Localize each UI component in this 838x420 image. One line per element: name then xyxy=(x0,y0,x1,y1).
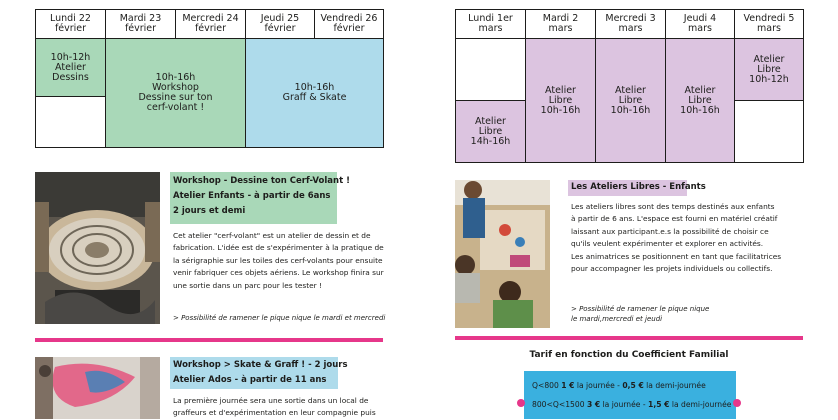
body-line: graffeurs et d'expérimentation en leur compagnie puis xyxy=(173,408,376,418)
body-line: laissant aux participant.e.s la possibilité de choisir ce xyxy=(571,226,769,236)
schedule-right-header xyxy=(456,10,804,39)
day-header: Lundi 22 février xyxy=(36,10,106,39)
body-line: pour accompagner les projets individuels ou collectifs. xyxy=(571,264,773,274)
event-workshop-cerf-volant: 10h-16h Workshop Dessine sur ton cerf-volant ! xyxy=(106,39,246,148)
day-header: Vendredi 5 mars xyxy=(735,10,804,39)
day-header: Mardi 2 mars xyxy=(526,10,596,39)
body-line: Les ateliers libres sont des temps destinés aux enfants xyxy=(571,202,775,211)
skate-title-line: Atelier Ados - à partir de 11 ans xyxy=(173,375,327,385)
tarif-rows xyxy=(532,376,737,414)
libres-note xyxy=(571,304,791,324)
schedule-left-header xyxy=(36,10,384,39)
day-header: Jeudi 25 février xyxy=(246,10,315,39)
body-line: une sortie dans un parc pour les tester ! xyxy=(173,280,323,290)
skate-description xyxy=(173,395,388,420)
body-line: la sérigraphie sur les toiles des cerf-volants pour ensuite xyxy=(173,255,383,265)
empty-slot xyxy=(735,101,804,163)
body-line: Les animatrices se positionnent en tant que facilitatrices xyxy=(571,251,782,261)
ateliers-libres-photo xyxy=(455,180,550,328)
day-header: Jeudi 4 mars xyxy=(666,10,735,39)
note-line: > Possibilité de ramener le pique nique xyxy=(571,305,710,313)
workshop-title-line: 2 jours et demi xyxy=(173,206,246,216)
event-atelier-dessins: 10h-12h Atelier Dessins xyxy=(36,39,106,97)
body-line: Cet atelier "cerf-volant" est un atelier de dessin et de xyxy=(173,231,371,240)
libres-title: Les Ateliers Libres - Enfants xyxy=(571,182,706,192)
skate-title-line: Workshop > Skate & Graff ! - 2 jours xyxy=(173,360,348,370)
event-atelier-libre: Atelier Libre 14h-16h xyxy=(456,101,526,163)
divider xyxy=(35,338,383,342)
divider xyxy=(455,336,803,340)
workshop-title-line: Atelier Enfants - à partir de 6ans xyxy=(173,191,331,201)
day-header: Lundi 1er mars xyxy=(456,10,526,39)
kite-workshop-photo xyxy=(35,172,160,324)
note-line: le mardi,mercredi et jeudi xyxy=(571,315,663,323)
event-graff-skate: 10h-16h Graff & Skate xyxy=(246,39,384,148)
skate-title xyxy=(173,358,373,388)
body-line: à partir de 6 ans. L'espace est fourni en matériel créatif xyxy=(571,214,778,224)
day-header: Mardi 23 février xyxy=(106,10,176,39)
event-atelier-libre: Atelier Libre 10h-16h xyxy=(526,39,596,163)
body-line: La première journée sera une sortie dans un local de xyxy=(173,396,369,405)
workshop-note: > Possibilité de ramener le pique nique le mardi et mercredi xyxy=(173,314,386,322)
schedule-right xyxy=(455,9,804,163)
event-atelier-libre: Atelier Libre 10h-16h xyxy=(596,39,666,163)
day-header: Vendredi 26 février xyxy=(315,10,384,39)
empty-slot xyxy=(36,97,106,148)
libres-description xyxy=(571,201,806,275)
workshop-title xyxy=(173,174,353,219)
body-line: venir fabriquer ces objets aériens. Le workshop finira sur xyxy=(173,268,384,278)
empty-slot xyxy=(456,39,526,101)
workshop-title-line: Workshop - Dessine ton Cerf-Volant ! xyxy=(173,176,350,186)
graff-photo xyxy=(35,357,160,419)
tarif-title: Tarif en fonction du Coefficient Familial xyxy=(529,350,729,360)
tarif-row: Q<800 1 € la journée - 0,5 € la demi-journée xyxy=(532,381,706,390)
tarif-row: 800<Q<1500 3 € la journée - 1,5 € la demi-journée xyxy=(532,400,732,409)
event-atelier-libre: Atelier Libre 10h-12h xyxy=(735,39,804,101)
body-line: qu'ils veulent expérimenter et explorer en activités. xyxy=(571,239,764,249)
body-line: fabrication. L'idée est de s'expérimenter à la pratique de xyxy=(173,243,384,253)
tarif-pink-dot-left xyxy=(517,399,525,407)
event-atelier-libre: Atelier Libre 10h-16h xyxy=(666,39,735,163)
day-header: Mercredi 24 février xyxy=(176,10,246,39)
workshop-description xyxy=(173,230,388,292)
day-header: Mercredi 3 mars xyxy=(596,10,666,39)
schedule-left xyxy=(35,9,384,148)
